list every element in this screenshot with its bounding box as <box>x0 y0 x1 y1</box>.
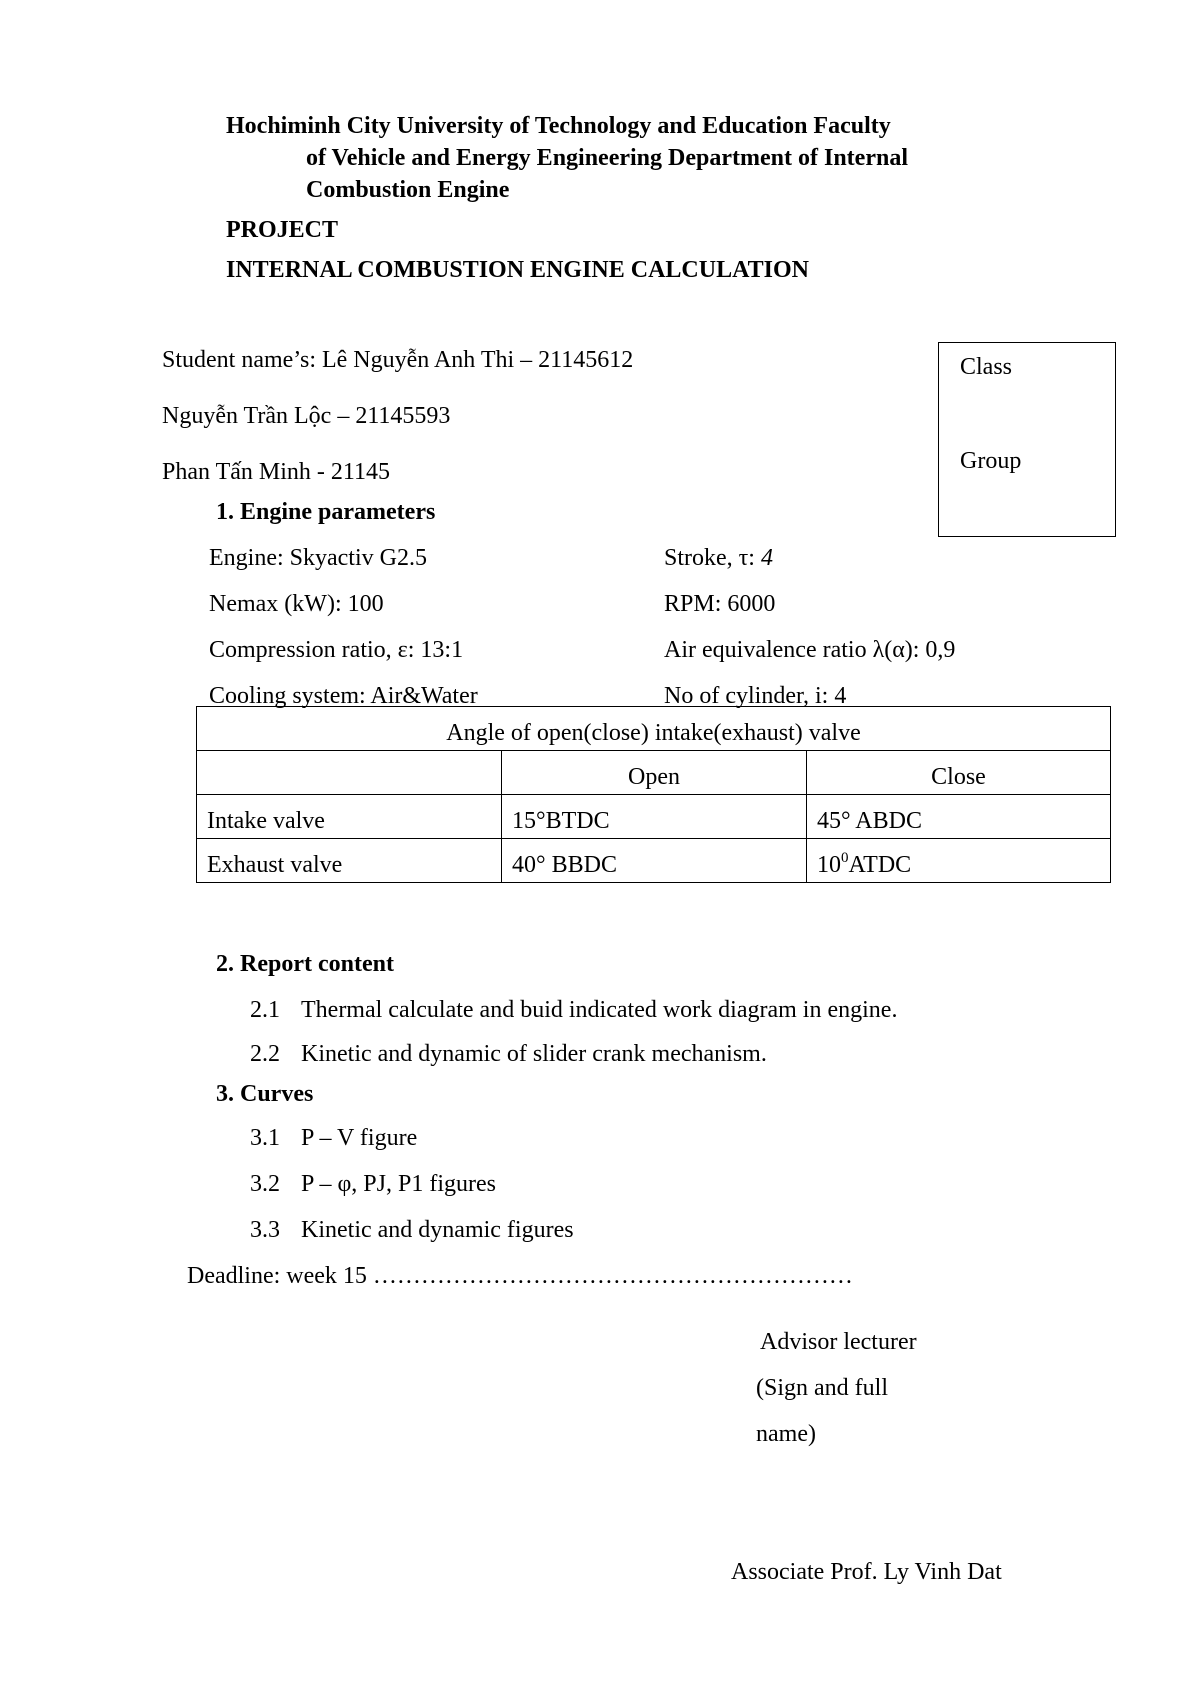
cylinders-param: No of cylinder, i: 4 <box>664 683 847 709</box>
section-2-item-2-num: 2.2 <box>250 1041 280 1067</box>
group-label: Group <box>960 448 1022 474</box>
rpm-param: RPM: 6000 <box>664 591 776 617</box>
section-2-item-1-num: 2.1 <box>250 997 280 1023</box>
exhaust-open: 40° BBDC <box>502 839 807 883</box>
project-label: PROJECT <box>226 217 339 243</box>
section-3-item-3-num: 3.3 <box>250 1217 280 1243</box>
stroke-label: Stroke, τ: <box>664 545 761 571</box>
stroke-param <box>664 544 773 573</box>
exhaust-name: Exhaust valve <box>197 839 502 883</box>
header-empty <box>197 751 502 795</box>
class-label: Class <box>960 354 1013 380</box>
header-line-2: of Vehicle and Energy Engineering Department of Internal <box>306 145 908 171</box>
advisor-name: Associate Prof. Ly Vinh Dat <box>731 1559 1002 1585</box>
intake-close: 45° ABDC <box>807 795 1111 839</box>
section-3-heading: 3. Curves <box>216 1081 314 1107</box>
intake-open: 15°BTDC <box>502 795 807 839</box>
table-title: Angle of open(close) intake(exhaust) valve <box>197 707 1111 751</box>
compression-param: Compression ratio, ε: 13:1 <box>209 637 464 663</box>
table-row <box>197 839 1111 883</box>
header-open: Open <box>502 751 807 795</box>
advisor-line-1: Advisor lecturer <box>760 1329 917 1355</box>
stroke-value: 4 <box>760 545 773 571</box>
advisor-line-3: name) <box>756 1421 816 1447</box>
table-title-row <box>197 707 1111 751</box>
exhaust-close-sup: 0 <box>841 850 849 867</box>
cooling-param: Cooling system: Air&Water <box>209 683 478 709</box>
project-title: INTERNAL COMBUSTION ENGINE CALCULATION <box>226 257 809 283</box>
student-line-2: Nguyễn Trần Lộc – 21145593 <box>162 403 451 429</box>
exhaust-close-num: 10 <box>817 852 841 879</box>
student-line-1: Student name’s: Lê Nguyễn Anh Thi – 21145612 <box>162 347 634 373</box>
section-1-heading: 1. Engine parameters <box>216 499 436 525</box>
valve-angle-table <box>196 706 1111 883</box>
engine-model: Engine: Skyactiv G2.5 <box>209 545 427 571</box>
student-line-3: Phan Tấn Minh - 21145 <box>162 459 390 485</box>
section-2-item-1-text: Thermal calculate and buid indicated work diagram in engine. <box>301 997 898 1023</box>
nemax-param: Nemax (kW): 100 <box>209 591 384 617</box>
exhaust-close <box>807 839 1111 883</box>
deadline: Deadline: week 15 …………………………………………………… <box>187 1263 853 1289</box>
class-group-box <box>938 342 1116 537</box>
table-header-row <box>197 751 1111 795</box>
header-close: Close <box>807 751 1111 795</box>
intake-name: Intake valve <box>197 795 502 839</box>
section-3-item-2-text: P – φ, PJ, P1 figures <box>301 1171 496 1197</box>
section-3-item-3-text: Kinetic and dynamic figures <box>301 1217 574 1243</box>
advisor-line-2: (Sign and full <box>756 1375 888 1401</box>
exhaust-close-rest: ATDC <box>848 852 912 879</box>
section-3-item-1-num: 3.1 <box>250 1125 280 1151</box>
section-2-heading: 2. Report content <box>216 951 394 977</box>
section-3-item-1-text: P – V figure <box>301 1125 418 1151</box>
section-2-item-2-text: Kinetic and dynamic of slider crank mechanism. <box>301 1041 767 1067</box>
section-3-item-2-num: 3.2 <box>250 1171 280 1197</box>
header-line-1: Hochiminh City University of Technology and Education Faculty <box>226 113 891 139</box>
table-row <box>197 795 1111 839</box>
header-line-3: Combustion Engine <box>306 177 510 203</box>
air-ratio-param: Air equivalence ratio λ(α): 0,9 <box>664 637 956 663</box>
